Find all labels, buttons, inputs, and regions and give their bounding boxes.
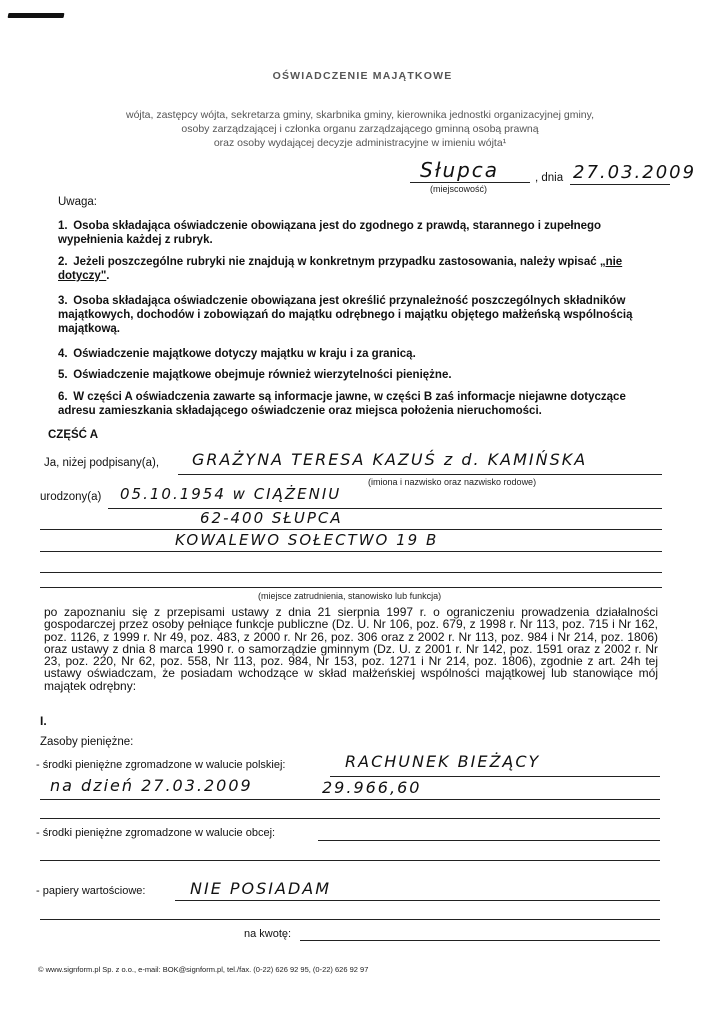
note-number: 2. — [58, 256, 68, 268]
footer-text: © www.signform.pl Sp. z o.o., e-mail: BOK@signform.pl, tel./fax. (0-22) 626 92 95, (0-22) 626 92 97 — [38, 965, 369, 974]
foreign-rule-1 — [318, 840, 660, 841]
scan-mark — [8, 13, 65, 18]
date-line — [570, 184, 670, 185]
note-number: 4. — [58, 348, 68, 360]
foreign-label: - środki pieniężne zgromadzone w walucie obcej: — [36, 827, 276, 839]
securities-rule-2 — [40, 919, 660, 920]
note-text-end: . — [106, 270, 110, 282]
note-number: 1. — [58, 220, 68, 232]
note-item — [58, 219, 658, 247]
signer-line — [178, 474, 662, 475]
subtitle-line: wójta, zastępcy wójta, sekretarza gminy, skarbnika gminy, kierownika jednostki organizacyjnej gminy, — [125, 109, 595, 121]
securities-value[interactable]: NIE POSIADAM — [190, 879, 332, 898]
pln-value-line-1[interactable]: RACHUNEK BIEŻĄCY — [345, 752, 541, 771]
declaration-paragraph: po zapoznaniu się z przepisami ustawy z dnia 21 sierpnia 1997 r. o ograniczeniu prowadzenia działalności gospodarczej przez osoby pełniące funkcje publiczne (Dz. U. Nr 106, poz. 679, z 1998 r. Nr 113, poz. 715 i Nr 162, poz. 1126, z 1999 r. Nr 49, poz. 483, z 2000 r. Nr 26, poz. 306 oraz z 2002 r. Nr 113, poz. 984 i Nr 214, poz. 1806) oraz ustawy z dnia 8 marca 1990 r. o samorządzie gminnym (Dz. U. z 2001 r. Nr 142, poz. 1591 oraz z 2002 r. Nr 23, poz. 220, Nr 62, poz. 558, Nr 113, poz. 984, Nr 153, poz. 1271 i Nr 214, poz. 1806), zgodnie z art. 24h tej ustawy oświadczam, że posiadam wchodzące w skład małżeńskiej wspólności majątkowej lub stanowiące mój majątek odrębny: — [44, 605, 658, 693]
note-item — [58, 390, 658, 418]
place-value[interactable]: Słupca — [420, 158, 500, 182]
employment-caption: (miejsce zatrudnienia, stanowisko lub funkcja) — [258, 591, 442, 601]
pln-rule-1 — [330, 776, 660, 777]
foreign-rule-2 — [40, 860, 660, 861]
notes-heading: Uwaga: — [58, 196, 97, 208]
signer-label: Ja, niżej podpisany(a), — [44, 457, 160, 469]
born-value[interactable]: 05.10.1954 w CIĄŻENIU — [120, 485, 342, 503]
note-item — [58, 255, 658, 283]
note-item — [58, 368, 658, 382]
section-roman: I. — [40, 714, 47, 728]
date-value[interactable]: 27.03.2009 — [573, 162, 697, 183]
note-text: W części A oświadczenia zawarte są informacje jawne, w części B zaś informacje niejawne dotyczące adresu zamieszkania składającego oświadczenie oraz miejsca położenia nieruchomości. — [58, 391, 626, 417]
place-line — [410, 182, 530, 183]
part-a-heading: CZĘŚĆ A — [48, 429, 99, 441]
place-caption: (miejscowość) — [430, 184, 488, 194]
signer-caption: (imiona i nazwisko oraz nazwisko rodowe) — [368, 477, 537, 487]
note-item — [58, 347, 658, 361]
note-number: 3. — [58, 295, 68, 307]
resources-label: Zasoby pieniężne: — [40, 736, 134, 748]
pln-value-line-2[interactable]: na dzień 27.03.2009 — [50, 776, 253, 795]
subtitle-line: oraz osoby wydającej decyzje administracyjne w imieniu wójta¹ — [213, 137, 507, 149]
document-subtitle — [50, 108, 670, 150]
address-line-1[interactable]: 62-400 SŁUPCA — [200, 509, 343, 527]
note-item — [58, 294, 658, 336]
born-line — [108, 508, 662, 509]
employment-rule-1 — [40, 572, 662, 573]
address-rule-1 — [40, 529, 662, 530]
subtitle-line: osoby zarządzającej i członka organu zarządzającego gminną osobą prawną — [181, 123, 539, 135]
note-text: Osoba składająca oświadczenie obowiązana jest określić przynależność poszczególnych składników majątkowych, dochodów i zobowiązań do majątku odrębnego i majątku objętego małżeńską wspólnością majątkową. — [58, 295, 633, 335]
amount-rule — [300, 940, 660, 941]
born-label: urodzony(a) — [40, 491, 102, 503]
note-number: 5. — [58, 369, 68, 381]
document-title: OŚWIADCZENIE MAJĄTKOWE — [272, 70, 453, 82]
pln-label: - środki pieniężne zgromadzone w walucie polskiej: — [36, 759, 286, 771]
address-rule-2 — [40, 551, 662, 552]
note-text: Oświadczenie majątkowe obejmuje również wierzytelności pieniężne. — [73, 369, 452, 381]
pln-rule-2 — [40, 799, 660, 800]
securities-rule-1 — [175, 900, 660, 901]
securities-label: - papiery wartościowe: — [36, 885, 146, 897]
address-line-2[interactable]: KOWALEWO SOŁECTWO 19 B — [175, 531, 439, 549]
note-number: 6. — [58, 391, 68, 403]
pln-rule-3 — [40, 818, 660, 819]
pln-amount[interactable]: 29.966,60 — [322, 778, 422, 797]
signer-value[interactable]: GRAŻYNA TERESA KAZUŚ z d. KAMIŃSKA — [192, 450, 588, 469]
amount-label: na kwotę: — [244, 928, 292, 940]
note-quote: „nie dotyczy" — [58, 256, 623, 282]
note-text: Jeżeli poszczególne rubryki nie znajdują w konkretnym przypadku zastosowania, należy wpisać — [73, 256, 600, 268]
date-label: , dnia — [535, 172, 564, 184]
note-text: Oświadczenie majątkowe dotyczy majątku w kraju i za granicą. — [73, 348, 416, 360]
employment-rule-2 — [40, 587, 662, 588]
note-text: Osoba składająca oświadczenie obowiązana jest do zgodnego z prawdą, starannego i zupełnego wypełnienia każdej z rubryk. — [58, 220, 602, 246]
